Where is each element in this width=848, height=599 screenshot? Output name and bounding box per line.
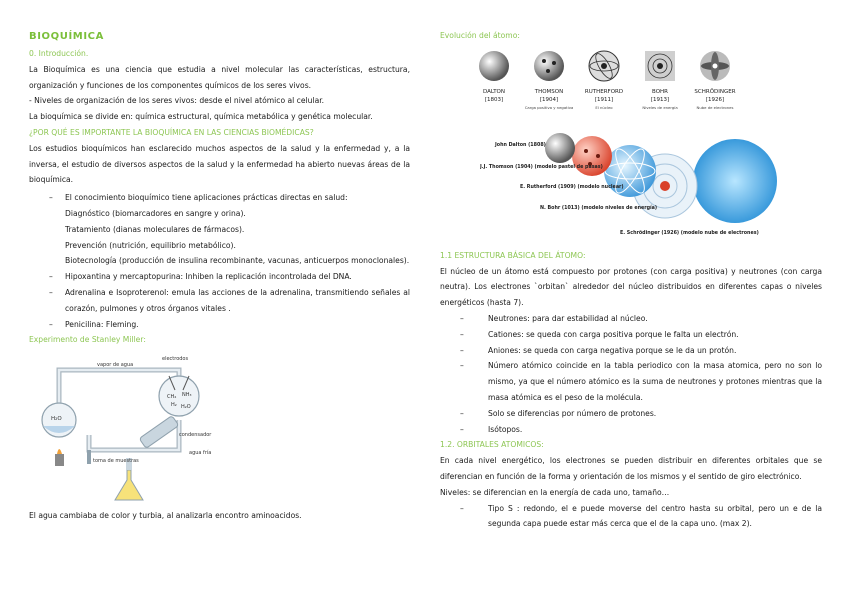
evolution-label: John Dalton (1808)	[495, 142, 546, 148]
intro-heading: 0. Introducción.	[29, 49, 89, 58]
model-name: RUTHERFORD	[584, 88, 624, 95]
vapor-label: vapor de agua	[97, 362, 134, 369]
gas-label: H₂	[171, 402, 177, 409]
list-item: – Tipo S : redondo, el e puede moverse del centro hasta su orbital, pero un e de la segunda capa puede estar más cerca que el de la capa uno. (max 2).	[458, 501, 822, 533]
levels-list	[458, 501, 822, 533]
gas-flask	[159, 376, 199, 416]
model-year: [1803]	[484, 96, 504, 103]
list-item: – Solo se diferencias por número de protones.	[458, 406, 822, 422]
model-year: [1913]	[650, 96, 670, 103]
electrodes-label: electrodos	[162, 356, 189, 363]
list-item: – Cationes: se queda con carga positiva porque le falta un electrón.	[458, 327, 822, 343]
page-title: BIOQUÍMICA	[29, 31, 104, 42]
model-note: El núcleo	[595, 104, 613, 110]
model-name: SCHRÖDINGER	[694, 88, 736, 95]
model-note: Nube de electrones	[696, 104, 734, 110]
model-note: Niveles de energía	[642, 104, 678, 110]
list-item	[51, 190, 410, 269]
orbitals-paragraph: En cada nivel energético, los electrones se pueden distribuir en diferentes orbitales que se diferencian en función de la forma y orientación de los mismos y el sentido de giro electrónico.	[440, 456, 822, 481]
list-item: – Isótopos.	[458, 422, 822, 438]
atom-heading: Evolución del átomo:	[440, 31, 520, 40]
dalton-model	[479, 51, 509, 81]
condenser-label: condensador	[179, 432, 212, 439]
rutherford-model	[589, 51, 619, 81]
orbitals-heading: 1.2. ORBITALES ATOMICOS:	[440, 440, 544, 450]
miller-caption: El agua cambiaba de color y turbia, al analizarla encontro aminoacidos.	[29, 511, 302, 521]
list-item: – Adrenalina e Isoproterenol: emula las acciones de la adrenalina, transmitiendo señales al corazón, pulmones y otros órganos vitales .	[51, 285, 410, 317]
intro-paragraph: La Bioquímica es una ciencia que estudia a nivel molecular las características, estructura, organización y funciones de los componentes químicos de los seres vivos.	[29, 64, 410, 90]
atom-models-strip	[470, 48, 740, 126]
structure-paragraph: El núcleo de un átomo está compuesto por protones (con carga positiva) y neutrones (con carga neutra). Los electrones `orbitan` alrededor del núcleo distribuidos en diferentes capas o niveles energéticos (hasta 7).	[440, 266, 822, 308]
importance-list	[51, 190, 410, 332]
miller-heading: Experimento de Stanley Miller:	[29, 335, 146, 345]
thomson-model	[534, 51, 564, 81]
list-item: – Neutrones: para dar estabilidad al núcleo.	[458, 311, 822, 327]
list-item: – Hipoxantina y mercaptopurina: Inhiben la replicación incontrolada del DNA.	[51, 269, 410, 285]
model-note: Carga positiva y negativa	[524, 104, 574, 110]
gas-label: NH₃	[182, 392, 192, 399]
evolution-label: E. Rutherford (1909) (modelo nuclear)	[520, 184, 624, 190]
atom-evolution-diagram	[480, 126, 780, 248]
evolution-label: E. Schrödinger (1926) (modelo nube de electrones)	[620, 230, 759, 236]
gas-label: H₂O	[181, 404, 191, 411]
schrodinger-model	[700, 51, 730, 81]
sample-label: toma de muestras	[93, 458, 139, 465]
sub-item: Prevención (nutrición, equilibrio metabólico).	[65, 240, 236, 250]
model-year: [1911]	[594, 96, 614, 103]
model-name: DALTON	[482, 88, 506, 95]
structure-heading: 1.1 ESTRUCTURA BÁSICA DEL ÁTOMO:	[440, 250, 586, 260]
model-name: THOMSON	[534, 88, 564, 95]
importance-paragraph: Los estudios bioquímicos han esclarecido muchos aspectos de la salud y la enfermedad y, a la inversa, el estudio de diversos aspectos de la salud y la enfermedad ha abierto nuevas áreas de la bioquímica.	[29, 143, 410, 185]
importance-heading: ¿POR QUÉ ES IMPORTANTE LA BIOQUÍMICA EN LAS CIENCIAS BIOMÉDICAS?	[29, 127, 314, 137]
sub-item: Biotecnología (producción de insulina recombinante, vacunas, anticuerpos monoclonales).	[65, 256, 410, 266]
list-item: – Penicilina: Fleming.	[51, 317, 410, 333]
structure-list	[458, 311, 822, 437]
sub-item: Tratamiento (dianas moleculares de fármacos).	[65, 224, 245, 234]
cold-water-label: agua fría	[189, 450, 212, 457]
intro-levels: - Niveles de organización de los seres vivos: desde el nivel atómico al celular.	[29, 96, 325, 106]
model-name: BOHR	[652, 88, 668, 95]
list-item: – Número atómico coincide en la tabla periodico con la masa atomica, pero no son lo mismo, ya que el número atómico es la suma de neutrones y protones mientras que la masa atómica es el peso de la molécula.	[458, 358, 822, 405]
miller-diagram	[29, 350, 219, 506]
evolution-label: J.J. Thomson (1904) (modelo pastel de pasas)	[480, 164, 603, 170]
model-year: [1926]	[705, 96, 725, 103]
right-column	[440, 28, 822, 532]
levels-paragraph: Niveles: se diferencian en la energía de cada uno, tamaño…	[440, 487, 670, 497]
intro-divisions: La bioquímica se divide en: química estructural, química metabólica y genética molecular.	[29, 112, 373, 122]
list-item: – Aniones: se queda con carga negativa porque se le da un protón.	[458, 343, 822, 359]
gas-label: CH₄	[167, 394, 177, 401]
model-year: [1904]	[539, 96, 559, 103]
bohr-model	[645, 51, 675, 81]
water-label: H₂O	[51, 416, 62, 423]
evolution-label: N. Bohr (1013) (modelo niveles de energía)	[540, 205, 658, 211]
sub-item: Diagnóstico (biomarcadores en sangre y orina).	[65, 208, 246, 218]
left-column	[29, 28, 410, 524]
list-item-text: El conocimiento bioquímico tiene aplicaciones prácticas directas en salud:	[65, 193, 348, 203]
